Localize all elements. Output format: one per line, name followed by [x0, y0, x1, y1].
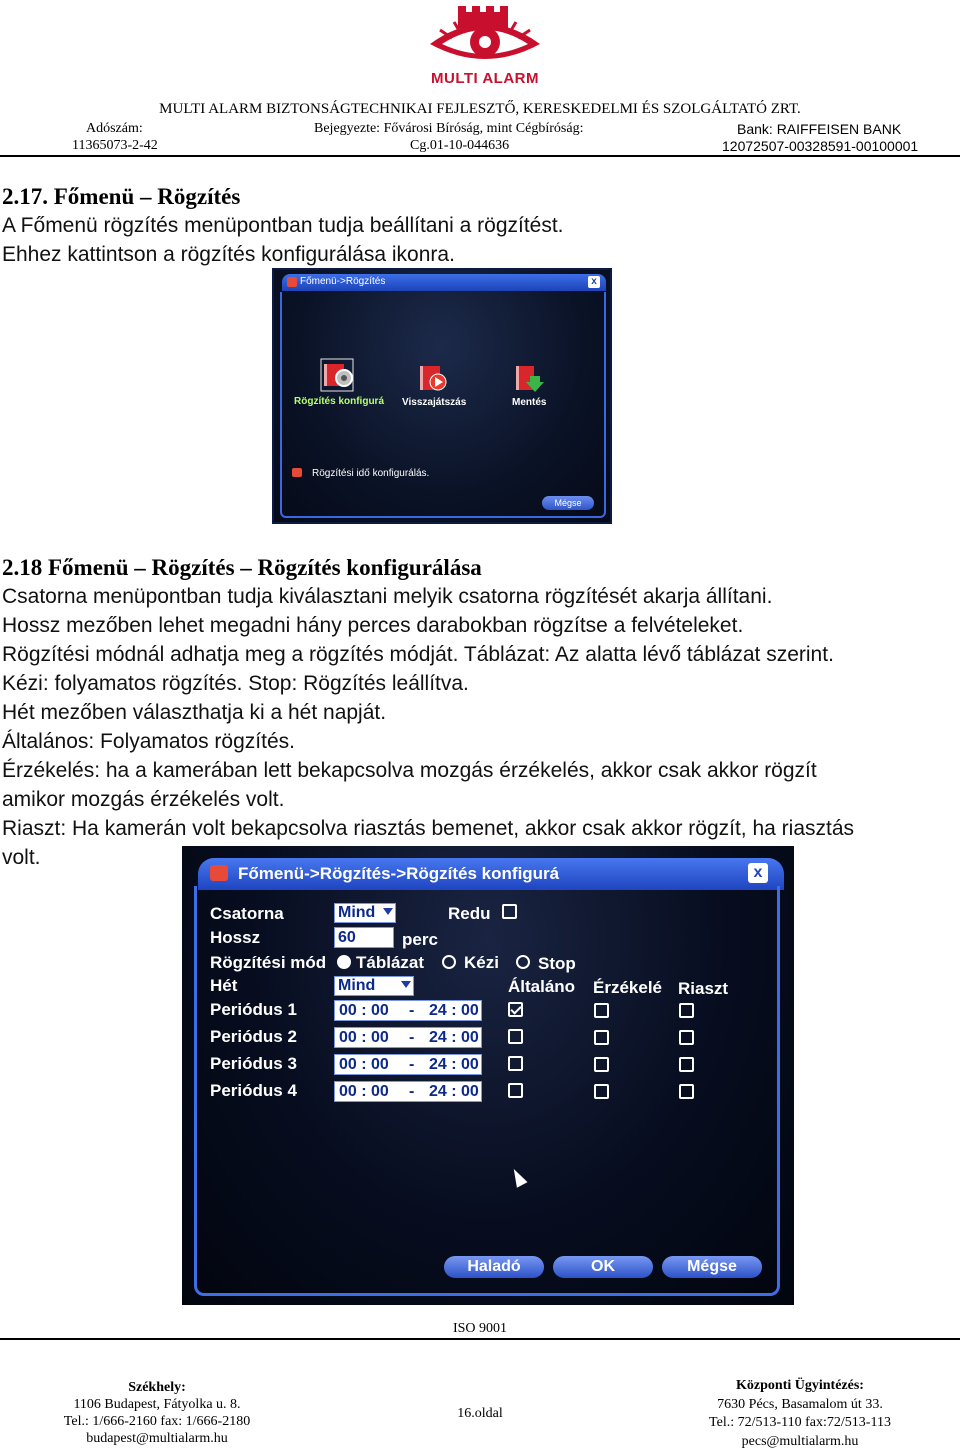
backup-icon[interactable] [512, 362, 546, 396]
period-separator: - [409, 1002, 415, 1019]
paragraph-line: Csatorna menüpontban tudja kiválasztani melyik csatorna rögzítését akarja állítani. [2, 585, 773, 608]
period-time-range[interactable] [334, 1081, 482, 1102]
paragraph-line: Kézi: folyamatos rögzítés. Stop: Rögzítés leállítva. [2, 672, 469, 695]
period-alarm-checkbox[interactable] [679, 1030, 694, 1045]
section-heading-2-17: 2.17. Főmenü – Rögzítés [2, 184, 241, 209]
central-office-phone: Tel.: 72/513-110 fax:72/513-113 [709, 1415, 891, 1430]
tax-label: Adószám: [86, 121, 143, 136]
mode-manual-radio[interactable] [442, 955, 456, 969]
period-general-checkbox[interactable] [508, 1002, 523, 1017]
cancel-button[interactable]: Mégse [542, 496, 594, 510]
period-separator: - [409, 1083, 415, 1100]
period-end: 24 : 00 [429, 1029, 479, 1046]
record-mode-label: Rögzítési mód [210, 953, 327, 972]
close-icon[interactable]: x [748, 863, 768, 883]
length-input[interactable]: 60 [334, 927, 394, 948]
central-office-address: 7630 Pécs, Basamalom út 33. [717, 1397, 883, 1412]
period-end: 24 : 00 [429, 1056, 479, 1073]
column-alarm: Riaszt [678, 979, 729, 998]
schedule-icon [292, 468, 302, 477]
tax-value: 11365073-2-42 [72, 138, 158, 153]
column-detect: Érzékelé [593, 978, 662, 997]
period-detect-checkbox[interactable] [594, 1057, 609, 1072]
window-title: Főmenü->Rögzítés [300, 276, 386, 287]
channel-label: Csatorna [210, 904, 284, 923]
paragraph-line: Rögzítési módnál adhatja meg a rögzítés módját. Táblázat: Az alatta lévő táblázat szerint. [2, 643, 834, 666]
period-start: 00 : 00 [339, 1002, 389, 1019]
hq-email: budapest@multialarm.hu [86, 1431, 228, 1446]
close-icon[interactable]: x [588, 276, 600, 288]
bank-label: Bank: RAIFFEISEN BANK [737, 121, 902, 137]
paragraph-line: volt. [2, 846, 41, 869]
paragraph-line: Ehhez kattintson a rögzítés konfigurálása ikonra. [2, 243, 455, 266]
section-heading-2-18: 2.18 Főmenü – Rögzítés – Rögzítés konfigurálása [2, 555, 482, 580]
paragraph-line: Általános: Folyamatos rögzítés. [2, 730, 295, 753]
paragraph-line: Riaszt: Ha kamerán volt bekapcsolva riasztás bemenet, akkor csak akkor rögzít, ha riasztás [2, 817, 855, 840]
playback-label: Visszajátszás [402, 397, 467, 408]
mode-stop-radio[interactable] [516, 955, 530, 969]
week-dropdown[interactable] [334, 976, 414, 996]
record-config-icon[interactable] [320, 358, 354, 392]
paragraph-line: Hét mezőben választhatja ki a hét napját. [2, 701, 387, 724]
period-time-range[interactable] [334, 1054, 482, 1075]
hq-label: Székhely: [128, 1380, 186, 1395]
period-label: Periódus 2 [210, 1027, 297, 1046]
menu-icon [287, 277, 297, 287]
length-label: Hossz [210, 928, 261, 947]
hq-phone: Tel.: 1/666-2160 fax: 1/666-2180 [63, 1414, 251, 1429]
company-name: MULTI ALARM BIZTONSÁGTECHNIKAI FEJLESZTŐ, KERESKEDELMI ÉS SZOLGÁLTATÓ ZRT. [159, 101, 801, 117]
channel-dropdown[interactable] [334, 903, 396, 923]
period-end: 24 : 00 [429, 1002, 479, 1019]
period-alarm-checkbox[interactable] [679, 1084, 694, 1099]
paragraph-line: Érzékelés: ha a kamerában lett bekapcsolva mozgás érzékelés, akkor csak akkor rögzít [2, 759, 817, 782]
chevron-down-icon [401, 981, 411, 988]
period-separator: - [409, 1029, 415, 1046]
period-general-checkbox[interactable] [508, 1029, 523, 1044]
window-title: Főmenü->Rögzítés->Rögzítés konfigurá [238, 864, 560, 883]
mode-stop-label: Stop [538, 954, 576, 973]
column-general: Általáno [508, 977, 576, 996]
redundancy-checkbox[interactable] [502, 904, 517, 919]
paragraph-line: A Főmenü rögzítés menüpontban tudja beállítani a rögzítést. [2, 214, 564, 237]
page-number: 16.oldal [457, 1406, 503, 1421]
period-time-range[interactable] [334, 1027, 482, 1048]
bank-account: 12072507-00328591-00100001 [722, 138, 919, 154]
period-detect-checkbox[interactable] [594, 1030, 609, 1045]
menu-icon [210, 865, 228, 881]
central-office-email: pecs@multialarm.hu [741, 1434, 859, 1449]
period-start: 00 : 00 [339, 1029, 389, 1046]
paragraph-line: Hossz mezőben lehet megadni hány perces darabokban rögzítse a felvételeket. [2, 614, 744, 637]
period-start: 00 : 00 [339, 1083, 389, 1100]
record-config-label: Rögzítés konfigurá [294, 396, 385, 407]
period-end: 24 : 00 [429, 1083, 479, 1100]
window-title-bar [282, 274, 606, 291]
chevron-down-icon [383, 908, 393, 915]
period-label: Periódus 4 [210, 1081, 297, 1100]
period-time-range[interactable] [334, 1000, 482, 1021]
record-time-config-link[interactable]: Rögzítési idő konfigurálás. [312, 468, 430, 479]
length-unit: perc [402, 930, 438, 949]
header-divider [0, 155, 960, 157]
redundancy-label: Redu [448, 904, 491, 923]
cancel-button[interactable]: Mégse [662, 1256, 762, 1278]
logo-text: MULTI ALARM [431, 70, 539, 87]
week-value: Mind [338, 977, 376, 994]
advanced-button[interactable]: Haladó [444, 1256, 544, 1278]
iso-label: ISO 9001 [452, 1321, 508, 1336]
period-detect-checkbox[interactable] [594, 1084, 609, 1099]
footer-divider [0, 1338, 960, 1340]
period-label: Periódus 1 [210, 1000, 297, 1019]
playback-icon[interactable] [416, 362, 450, 396]
period-detect-checkbox[interactable] [594, 1003, 609, 1018]
period-general-checkbox[interactable] [508, 1056, 523, 1071]
period-start: 00 : 00 [339, 1056, 389, 1073]
channel-value: Mind [338, 904, 376, 921]
mode-manual-label: Kézi [464, 953, 499, 972]
period-alarm-checkbox[interactable] [679, 1003, 694, 1018]
mode-table-radio[interactable] [337, 955, 351, 969]
week-label: Hét [210, 976, 238, 995]
recording-menu-screenshot [272, 268, 612, 524]
hq-address: 1106 Budapest, Fátyolka u. 8. [73, 1397, 241, 1412]
registry-label: Bejegyezte: Fővárosi Bíróság, mint Cégbíróság: [314, 121, 584, 136]
period-alarm-checkbox[interactable] [679, 1057, 694, 1072]
period-separator: - [409, 1056, 415, 1073]
registry-value: Cg.01-10-044636 [410, 138, 510, 153]
mode-table-label: Táblázat [356, 953, 425, 972]
paragraph-line: amikor mozgás érzékelés volt. [2, 788, 285, 811]
central-office-label: Központi Ügyintézés: [736, 1378, 864, 1393]
backup-label: Mentés [512, 397, 547, 408]
period-general-checkbox[interactable] [508, 1083, 523, 1098]
period-label: Periódus 3 [210, 1054, 297, 1073]
ok-button[interactable]: OK [553, 1256, 653, 1278]
record-config-screenshot [182, 846, 794, 1305]
